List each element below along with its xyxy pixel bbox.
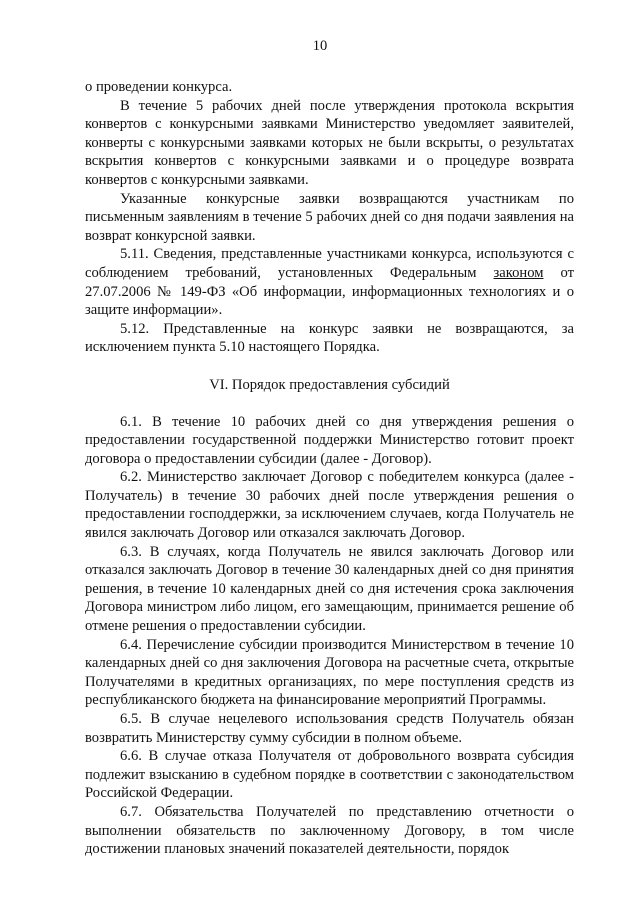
paragraph-5-12: 5.12. Представленные на конкурс заявки не возвращаются, за исключением пункта 5.10 настоящего Порядка.	[85, 320, 574, 356]
paragraph-6-3: 6.3. В случаях, когда Получатель не явился заключать Договор или отказался заключать Договор в течение 30 календарных дней со дня принятия решения, в течение 10 календарных дней со дня истечения срока заключения Договора министром либо лицом, его замещающим, принимается решение об отмене решения о предоставлении субсидии.	[85, 543, 574, 635]
section-heading: VI. Порядок предоставления субсидий	[209, 376, 450, 393]
paragraph-5-11-text-end: от 27.07.2006 № 149-ФЗ «Об информации, информационных технологиях и о защите информации».	[85, 264, 574, 319]
paragraph-6-1: 6.1. В течение 10 рабочих дней со дня утверждения решения о предоставлении государственной поддержки Министерство готовит проект договора о предоставлении субсидии (далее - Договор).	[85, 413, 574, 467]
page-number: 10	[312, 38, 328, 54]
paragraph-5-11-text-start: 5.11. Сведения, представленные участниками конкурса, используются с соблюдением требований, установленных Федеральным	[85, 246, 574, 281]
paragraph-envelope-notice: В течение 5 рабочих дней после утверждения протокола вскрытия конвертов с конкурсными заявками Министерство уведомляет заявителей, конверты с конкурсными заявками которых не были вскрыты, о результатах вскрытия конвертов с конкурсными заявками и о процедуре возврата конвертов с конкурсными заявками.	[85, 97, 574, 188]
paragraph-6-6: 6.6. В случае отказа Получателя от добровольного возврата субсидия подлежит взысканию в судебном порядке в соответствии с законодательством Российской Федерации.	[85, 748, 574, 802]
paragraph-applications-return: Указанные конкурсные заявки возвращаются участникам по письменным заявлениям в течение 5 рабочих дней со дня подачи заявления на возврат конкурсной заявки.	[85, 190, 574, 244]
paragraph-continuation: о проведении конкурса.	[85, 79, 233, 95]
federal-law-link[interactable]: законом	[493, 264, 544, 281]
paragraph-6-7: 6.7. Обязательства Получателей по представлению отчетности о выполнении обязательств по заключенному Договору, в том числе достижении плановых значений показателей деятельности, порядок	[85, 803, 574, 858]
paragraph-6-5: 6.5. В случае нецелевого использования средств Получатель обязан возвратить Министерству сумму субсидии в полном объеме.	[85, 711, 574, 746]
paragraph-6-4: 6.4. Перечисление субсидии производится Министерством в течение 10 календарных дней со дня заключения Договора на расчетные счета, открытые Получателями в кредитных организациях, по мере поступления средств из республиканского бюджета на финансирование мероприятий Программы.	[85, 636, 574, 709]
document-body	[85, 78, 574, 859]
paragraph-5-11	[85, 245, 574, 319]
paragraph-6-2: 6.2. Министерство заключает Договор с победителем конкурса (далее - Получатель) в течение 30 рабочих дней после утверждения решения о предоставлении господдержки, за исключением случаев, когда Получатель не явился заключать Договор или отказался заключать Договор.	[85, 469, 574, 542]
